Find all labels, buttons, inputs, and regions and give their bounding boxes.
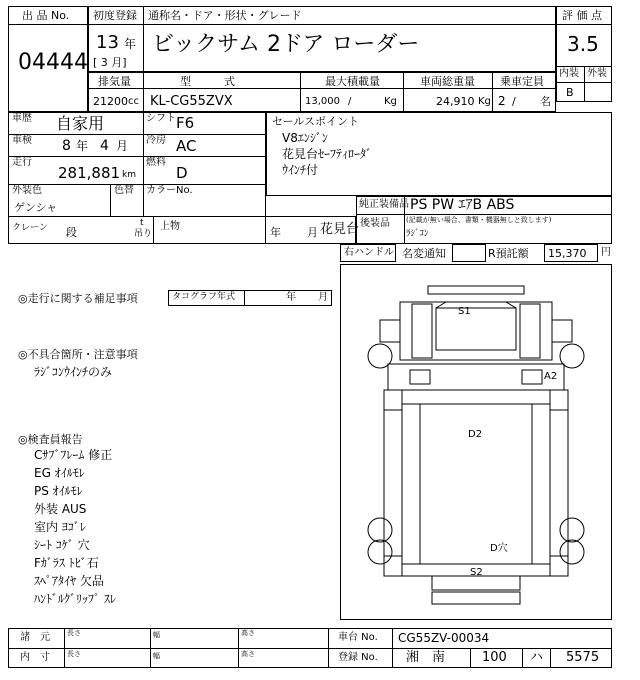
driving-notes-title: ◎走行に関する補足事項 [18, 292, 138, 305]
damage-mark-d-hole: D穴 [490, 543, 508, 554]
exterior-grade-label: 外装 [587, 68, 607, 79]
dims-length-label: 長さ [67, 629, 81, 637]
inspection-year-unit: 年 [76, 139, 89, 153]
lot-number: 04444 [18, 50, 88, 75]
inspector-line-1: Cｻﾌﾞﾌﾚｰﾑ 修正 [34, 448, 113, 462]
max-load-sep: / [348, 96, 352, 107]
crane-stage-unit: 段 [66, 226, 77, 239]
gvw-value: 24,910 [436, 95, 475, 108]
recycle-label: R預託額 [488, 247, 529, 260]
displacement-label: 排気量 [98, 75, 131, 88]
inspector-line-8: ｽﾍﾟｱﾀｲﾔ 欠品 [34, 574, 104, 588]
dims-height-label: 高さ [241, 629, 255, 637]
capacity-unit: 名 [540, 95, 551, 108]
reg-region: 湘 南 [406, 650, 446, 665]
sales-line-1: V8ｴﾝｼﾞﾝ [282, 131, 328, 145]
damage-mark-d2: D2 [468, 429, 483, 440]
aftermarket-value: ﾗｼﾞｺﾝ [406, 229, 429, 239]
equipment-value: PS PW ｴｱB ABS [410, 197, 515, 213]
score-value: 3.5 [567, 32, 599, 56]
sales-line-3: ｳｲﾝﾁ付 [282, 163, 319, 177]
transfer-check [452, 244, 486, 262]
inspector-line-4: 外装 AUS [34, 502, 87, 516]
gvw-label: 車両総重量 [420, 75, 475, 88]
first-reg-label: 初度登録 [93, 9, 137, 22]
history-label: 車歴 [12, 113, 32, 124]
body-maker-display: 花見台 [320, 222, 360, 237]
tachograph-month-unit: 月 [318, 292, 328, 303]
ac-label: 冷房 [146, 135, 166, 146]
first-reg-year-unit: 年 [124, 37, 137, 51]
sales-line-2: 花見台ｾｰﾌﾃｨﾛｰﾀﾞ [282, 147, 373, 161]
body-month-unit: 月 [307, 226, 318, 239]
shift-value: F6 [176, 114, 195, 132]
tachograph-year-unit: 年 [286, 292, 296, 303]
displacement-value: 21200 [93, 95, 128, 108]
chassis-value: CG55ZV-00034 [398, 631, 490, 645]
model-code: KL-CG55ZVX [150, 94, 233, 109]
defects-line-1: ﾗｼﾞｺﾝｳｲﾝﾁのみ [34, 365, 113, 379]
model-label: 型 式 [180, 75, 235, 88]
capacity-label: 乗車定員 [500, 75, 544, 88]
interior-length-label: 長さ [67, 650, 81, 658]
inspector-line-9: ﾊﾝﾄﾞﾙｸﾞﾘｯﾌﾟ ｽﾚ [34, 592, 116, 606]
fuel-label: 燃料 [146, 157, 166, 168]
score-label: 評 価 点 [562, 9, 602, 22]
aftermarket-label: 後装品 [360, 218, 390, 229]
model-name: ビックサム 2ドア ローダー [152, 32, 420, 57]
chassis-label: 車台 No. [338, 632, 378, 643]
ext-color-value: ゲンシャ [14, 201, 58, 214]
damage-mark-s1: S1 [458, 306, 471, 317]
interior-grade-label: 内装 [559, 68, 579, 79]
mileage-value: 281,881 [58, 164, 121, 182]
damage-mark-a2: A2 [544, 371, 558, 382]
inspector-line-7: Fｶﾞﾗｽ ﾄﾋﾞ石 [34, 556, 99, 570]
displacement-unit: cc [128, 96, 139, 107]
reg-label: 登録 No. [338, 652, 378, 663]
first-reg-month: [ 3 月] [93, 56, 127, 69]
color-change-label: 色替 [114, 185, 134, 196]
reg-class: 100 [482, 650, 507, 665]
model-name-label: 通称名・ドア・形状・グレード [148, 9, 302, 22]
crane-label: クレーン [12, 223, 48, 233]
inspection-label: 車検 [12, 135, 32, 146]
max-load-unit: Kg [384, 96, 397, 107]
body-label: 上物 [160, 221, 180, 232]
body-year-unit: 年 [270, 226, 281, 239]
ext-color-label: 外装色 [12, 185, 42, 196]
first-reg-year: 13 [96, 32, 119, 53]
inspector-line-2: EG ｵｲﾙﾓﾚ [34, 466, 85, 480]
fuel-value: D [176, 164, 188, 182]
aftermarket-note: (記載が無い場合、書類・機器無しと致します) [406, 216, 552, 224]
color-code-label: カラーNo. [146, 185, 193, 196]
max-load-label: 最大積載量 [325, 75, 380, 88]
history-value: 自家用 [56, 114, 105, 133]
crane-hanging-unit: 吊り [134, 229, 153, 239]
equipment-label: 純正装備品 [359, 199, 409, 210]
capacity-sep: / [512, 95, 516, 108]
sales-label: セールスポイント [272, 115, 360, 128]
inspection-month-unit: 月 [116, 139, 129, 153]
inspection-month: 4 [100, 138, 109, 154]
capacity-value: 2 [498, 94, 506, 108]
shift-label: シフト [146, 113, 176, 124]
recycle-value: 15,370 [548, 247, 587, 260]
damage-mark-s2: S2 [470, 567, 483, 578]
ac-value: AC [176, 137, 197, 155]
inspector-line-3: PS ｵｲﾙﾓﾚ [34, 484, 83, 498]
interior-width-label: 幅 [153, 652, 160, 660]
reg-number: 5575 [566, 650, 600, 665]
transfer-label: 名変通知 [402, 247, 446, 260]
mileage-label: 走行 [12, 157, 32, 168]
mileage-unit: km [122, 170, 136, 180]
interior-dims-label: 内 寸 [20, 652, 50, 663]
defects-title: ◎不具合箇所・注意事項 [18, 348, 138, 361]
gvw-unit: Kg [478, 96, 491, 107]
inspection-year: 8 [62, 138, 71, 154]
interior-height-label: 高さ [241, 650, 255, 658]
inspector-line-5: 室内 ﾖｺﾞﾚ [34, 520, 86, 534]
max-load-value: 13,000 [305, 96, 340, 107]
recycle-unit: 円 [601, 247, 611, 258]
dims-width-label: 幅 [153, 631, 160, 639]
crane-ton: t [140, 218, 144, 228]
interior-grade: B [566, 86, 574, 99]
tachograph-label: タコグラフ年式 [172, 292, 236, 302]
reg-kana: ハ [530, 650, 544, 665]
dims-label: 諸 元 [20, 632, 50, 643]
inspector-title: ◎検査員報告 [18, 433, 83, 446]
steering-value: 右ハンドル [344, 247, 394, 258]
inspector-line-6: ｼｰﾄ ｺｹﾞ 穴 [34, 538, 90, 552]
lot-label: 出 品 No. [22, 9, 70, 22]
